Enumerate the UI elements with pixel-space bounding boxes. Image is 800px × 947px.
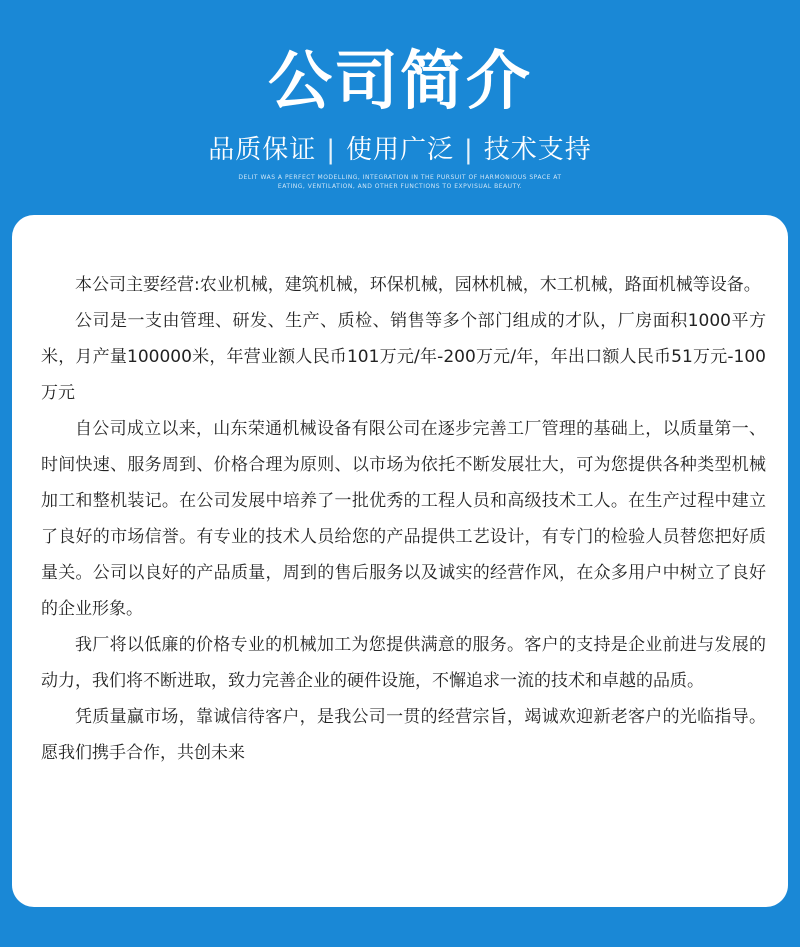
page-title: 公司简介 bbox=[268, 45, 532, 119]
subtitle-separator: | bbox=[326, 135, 336, 165]
header-banner bbox=[0, 0, 800, 215]
subtitle-item-support: 技术支持 bbox=[483, 135, 592, 165]
paragraph-service: 我厂将以低廉的价格专业的机械加工为您提供满意的服务。客户的支持是企业前进与发展的动力，我们将不断进取，致力完善企业的硬件设施，不懈追求一流的技术和卓越的品质。 bbox=[41, 635, 766, 691]
content-card bbox=[12, 215, 788, 907]
tagline-line-2: EATING, VENTILATION, AND OTHER FUNCTIONS TO EXPVISUAL BEAUTY. bbox=[277, 183, 523, 190]
paragraph-business-scope: 本公司主要经营:农业机械，建筑机械，环保机械，园林机械，木工机械，路面机械等设备。 bbox=[75, 275, 761, 295]
tagline-line-1: DELIT WAS A PERFECT MODELLING, INTEGRATION IN THE PURSUIT OF HARMONIOUS SPACE AT bbox=[238, 174, 562, 181]
paragraph-history: 自公司成立以来，山东荣通机械设备有限公司在逐步完善工厂管理的基础上，以质量第一、时间快速、服务周到、价格合理为原则、以市场为依托不断发展壮大，可为您提供各种类型机械加工和整机装记。在公司发展中培养了一批优秀的工程人员和高级技术工人。在生产过程中建立了良好的市场信誉。有专业的技术人员给您的产品提供工艺设计，有专门的检验人员替您把好质量关。公司以良好的产品质量，周到的售后服务以及诚实的经营作风，在众多用户中树立了良好的企业形象。 bbox=[41, 419, 766, 619]
subtitle-separator: | bbox=[464, 135, 474, 165]
company-intro-text bbox=[41, 267, 766, 771]
subtitle-item-usage: 使用广泛 bbox=[345, 135, 454, 165]
paragraph-motto: 凭质量赢市场，靠诚信待客户，是我公司一贯的经营宗旨，竭诚欢迎新老客户的光临指导。愿我们携手合作，共创未来 bbox=[41, 707, 766, 763]
subtitle bbox=[0, 132, 800, 168]
subtitle-item-quality: 品质保证 bbox=[208, 135, 317, 165]
paragraph-team: 公司是一支由管理、研发、生产、质检、销售等多个部门组成的才队，厂房面积1000平方米，月产量100000米，年营业额人民币101万元/年-200万元/年，年出口额人民币51万元-100万元 bbox=[41, 311, 766, 403]
tagline bbox=[0, 173, 800, 191]
